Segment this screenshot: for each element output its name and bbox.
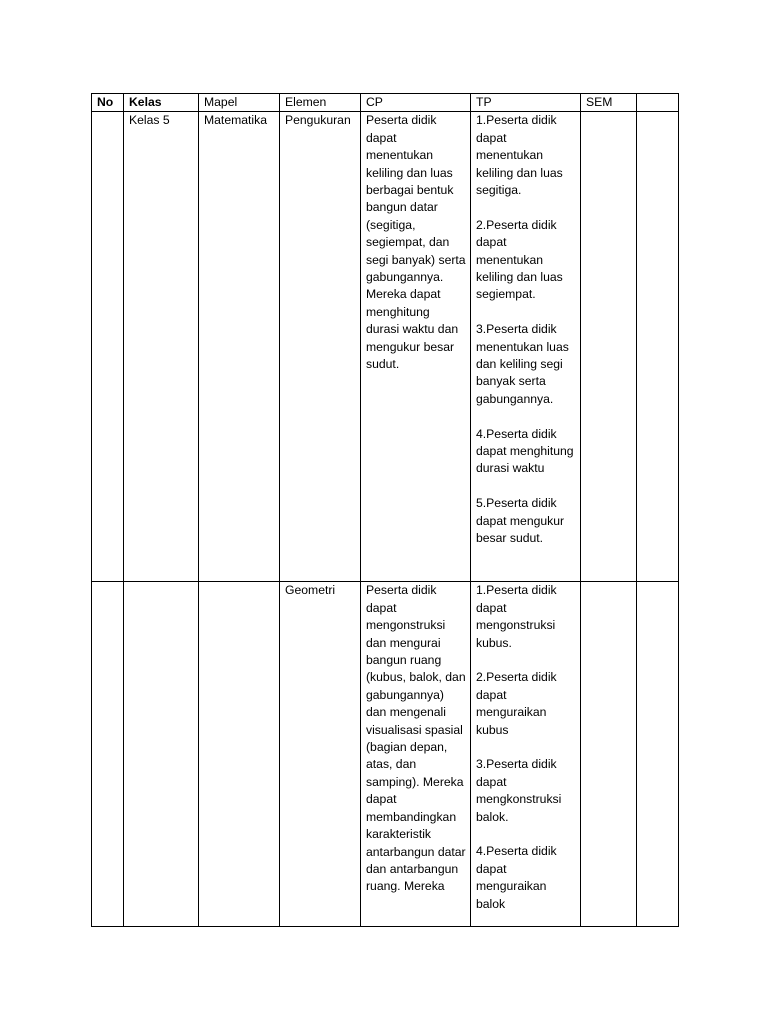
cell-cp <box>361 582 471 927</box>
cell-tp <box>471 112 581 582</box>
table-row <box>92 112 679 582</box>
header-elemen: Elemen <box>280 94 361 112</box>
cell-extra <box>637 582 679 927</box>
tp-item: 3.Peserta didik dapat mengkonstruksi balok. <box>476 757 562 824</box>
tp-item: 5.Peserta didik dapat mengukur besar sudut. <box>476 496 565 546</box>
table-row <box>92 582 679 927</box>
cell-extra <box>637 112 679 582</box>
cell-elemen: Geometri <box>280 582 361 927</box>
header-no: No <box>92 94 124 112</box>
cell-cp <box>361 112 471 582</box>
cell-elemen: Pengukuran <box>280 112 361 582</box>
header-kelas: Kelas <box>124 94 199 112</box>
cell-sem <box>581 112 637 582</box>
header-cp: CP <box>361 94 471 112</box>
cell-no <box>92 112 124 582</box>
table-header-row <box>92 94 679 112</box>
cell-kelas <box>124 582 199 927</box>
tp-item: 2.Peserta didik dapat menentukan keliling dan luas segiempat. <box>476 217 563 302</box>
header-tp: TP <box>471 94 581 112</box>
tp-item: 4.Peserta didik dapat menghitung durasi waktu <box>476 426 574 476</box>
tp-item: 3.Peserta didik menentukan luas dan keliling segi banyak serta gabungannya. <box>476 322 569 406</box>
cell-mapel: Matematika <box>199 112 280 582</box>
tp-item: 2.Peserta didik dapat menguraikan kubus <box>476 670 557 737</box>
cp-text: Peserta didik dapat menentukan keliling dan luas berbagai bentuk bangun datar (segitiga, segiempat, dan segi banyak) serta gabungannya. Mereka dapat menghitung durasi waktu dan mengukur besar sudut. <box>366 113 466 372</box>
tp-item: 4.Peserta didik dapat menguraikan balok <box>476 844 557 911</box>
cell-sem <box>581 582 637 927</box>
cell-kelas: Kelas 5 <box>124 112 199 582</box>
cp-text: Peserta didik dapat mengonstruksi dan mengurai bangun ruang (kubus, balok, dan gabungannya) dan mengenali visualisasi spasial (bagian depan, atas, dan samping). Mereka dapat membandingkan karakteristik antarbangun datar dan antarbangun ruang. Mereka <box>366 583 466 894</box>
tp-item: 1.Peserta didik dapat mengonstruksi kubus. <box>476 583 557 650</box>
cell-no <box>92 582 124 927</box>
cell-tp <box>471 582 581 927</box>
header-sem: SEM <box>581 94 637 112</box>
header-extra <box>637 94 679 112</box>
tp-item: 1.Peserta didik dapat menentukan keliling dan luas segitiga. <box>476 113 563 198</box>
curriculum-table <box>91 93 679 927</box>
cell-mapel <box>199 582 280 927</box>
header-mapel: Mapel <box>199 94 280 112</box>
